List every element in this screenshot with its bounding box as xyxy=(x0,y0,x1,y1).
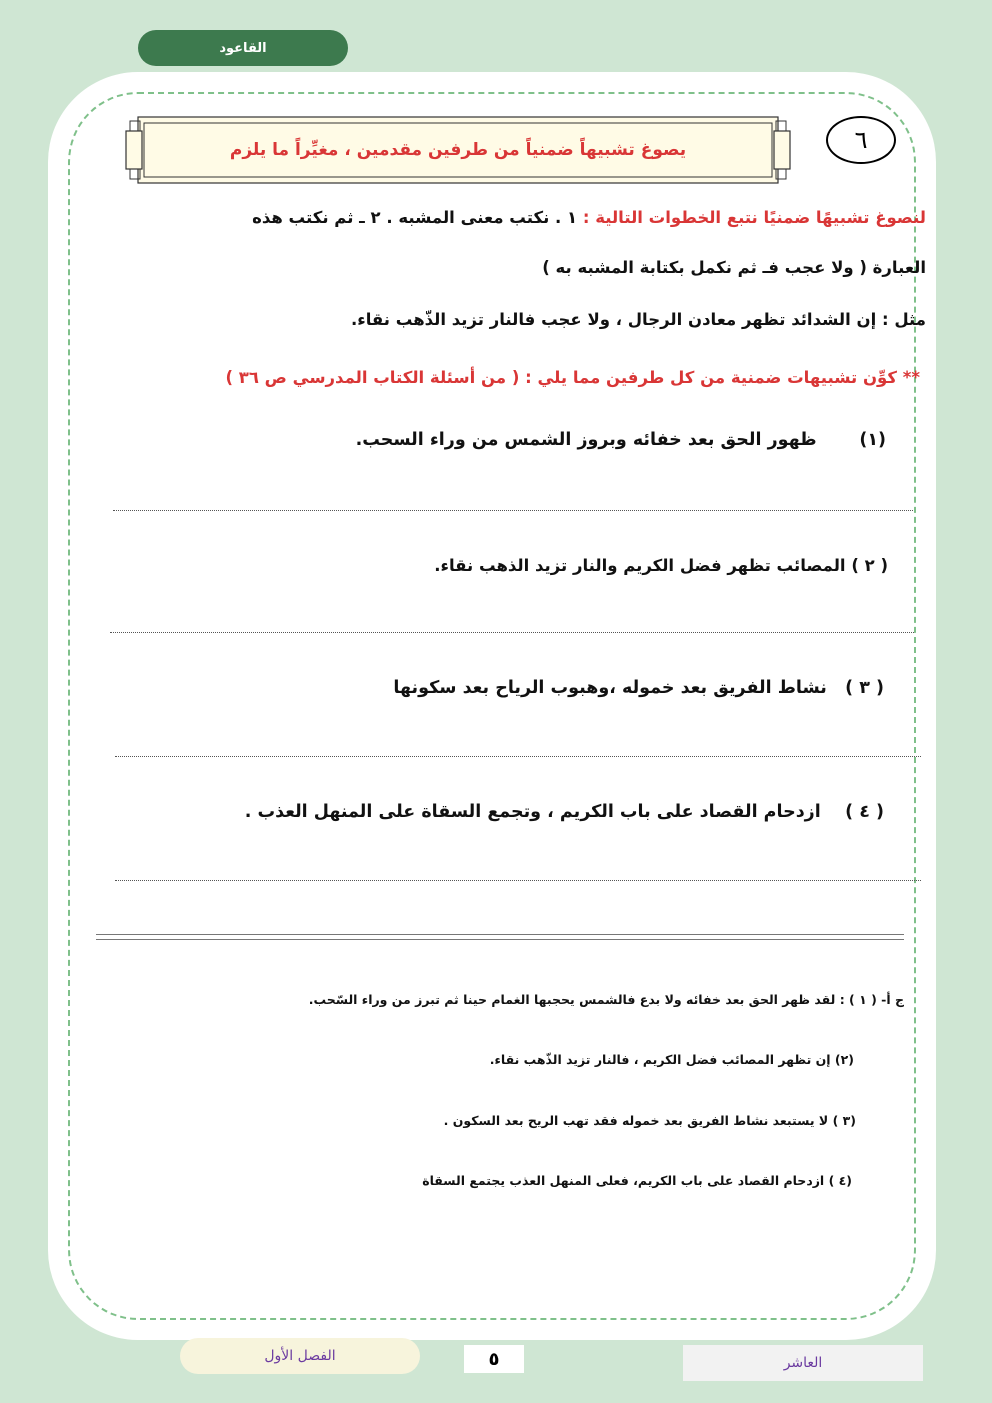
instructions-line-1 xyxy=(116,208,926,227)
item-text: ظهور الحق بعد خفائه وبروز الشمس من وراء السحب. xyxy=(355,430,817,450)
item-text: ازدحام القصاد على باب الكريم ، وتجمع السقاة على المنهل العذب . xyxy=(244,802,821,822)
example-line: مثل : إن الشدائد تظهر معادن الرجال ، ولا عجب فالنار تزيد الذّهب نقاء. xyxy=(351,310,926,329)
exercise-item xyxy=(434,556,888,575)
answer-item: (٣ ) لا يستبعد نشاط الفريق بعد خموله فقد تهب الريح بعد السكون . xyxy=(443,1113,856,1128)
exercise-heading: ** كوِّن تشبيهات ضمنية من كل طرفين مما يلي : ( من أسئلة الكتاب المدرسي ص ٣٦ ) xyxy=(225,368,920,387)
lesson-number-badge: ٦ xyxy=(826,116,896,164)
instructions-steps: ١ . نكتب معنى المشبه . ٢ ـ ثم نكتب هذه xyxy=(252,208,578,227)
author-tab: القاعود xyxy=(138,30,348,66)
page-number: ٥ xyxy=(464,1345,524,1373)
item-text: المصائب تظهر فضل الكريم والنار تزيد الذهب نقاء. xyxy=(434,556,846,575)
item-number: ( ٢ ) xyxy=(851,556,888,575)
item-number: ( ٤ ) xyxy=(845,802,884,822)
answer-line[interactable] xyxy=(115,880,921,881)
answer-line[interactable] xyxy=(110,632,914,633)
exercise-item xyxy=(245,802,884,822)
grade-label: العاشر xyxy=(683,1345,923,1381)
answer-line[interactable] xyxy=(113,510,913,511)
item-text: نشاط الفريق بعد خموله ،وهبوب الرياح بعد سكونها xyxy=(393,678,827,698)
instructions-line-2: العبارة ( ولا عجب فـ ثم نكمل بكتابة المشبه به ) xyxy=(542,258,926,277)
item-number: (١) xyxy=(859,430,886,450)
instructions-intro: لنصوغ تشبيهًا ضمنيًا نتبع الخطوات التالية : xyxy=(582,208,926,227)
exercise-item xyxy=(356,430,886,450)
lesson-title: يصوغ تشبيهاً ضمنياً من طرفين مقدمين ، مغيِّراً ما يلزم xyxy=(229,140,687,160)
separator xyxy=(96,934,904,940)
answer-item: (٤ ) ازدحام القصاد على باب الكريم، فعلى المنهل العذب يجتمع السقاة xyxy=(422,1173,852,1188)
exercise-item xyxy=(393,678,884,698)
semester-label: الفصل الأول xyxy=(180,1338,420,1374)
answer-item: ج أ- ( ١ ) : لقد ظهر الحق بعد خفائه ولا بدع فالشمس يحجبها الغمام حينا ثم تبرز من وراء السّحب. xyxy=(308,992,904,1007)
answer-line[interactable] xyxy=(115,756,921,757)
answer-item: (٢) إن تظهر المصائب فضل الكريم ، فالنار تزيد الذّهب نقاء. xyxy=(489,1052,854,1067)
item-number: ( ٣ ) xyxy=(845,678,884,698)
